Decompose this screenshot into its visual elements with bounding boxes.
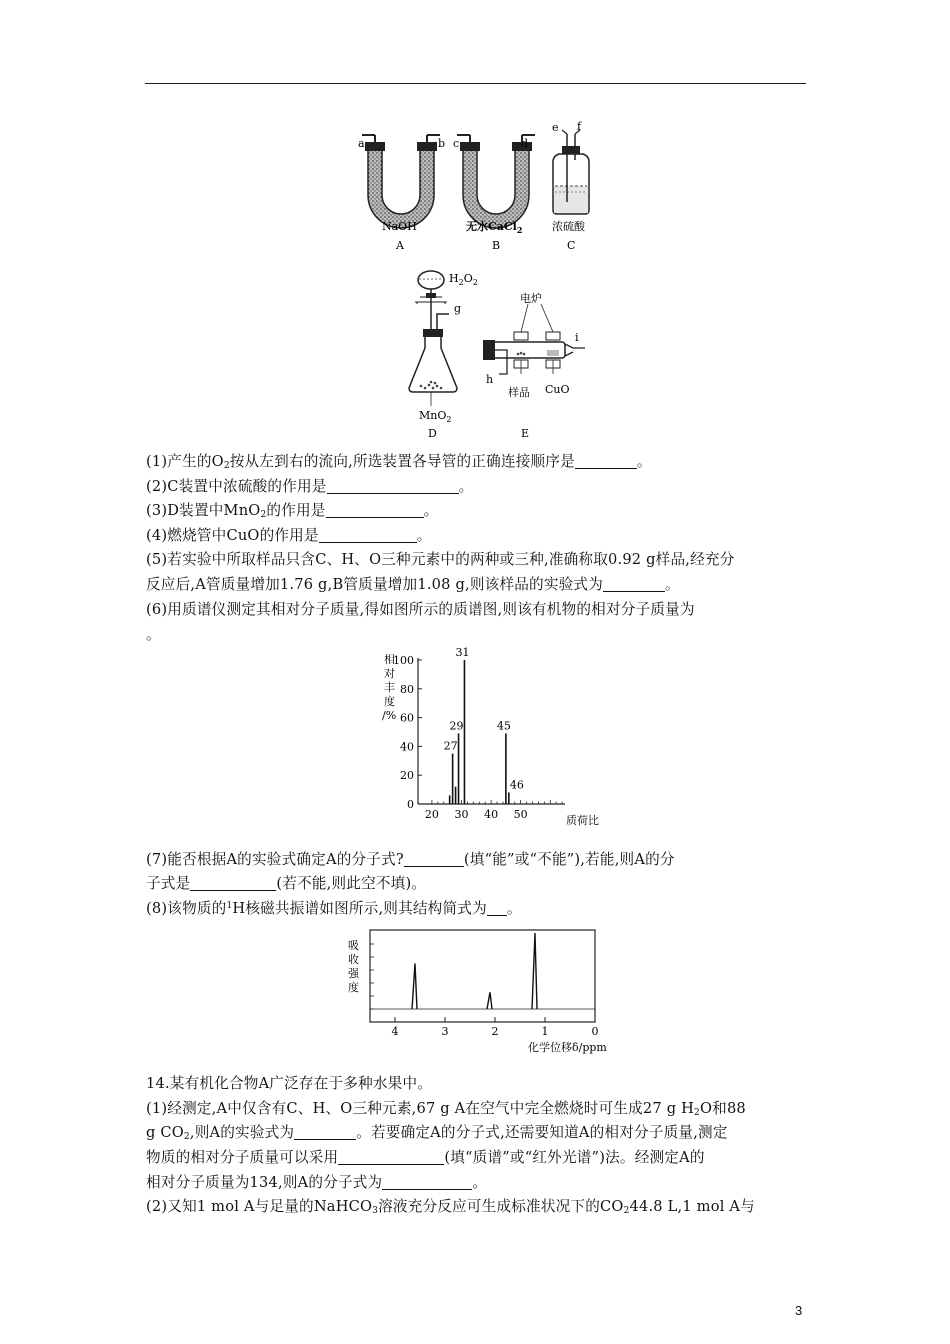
answer-blank-3[interactable]: [326, 502, 424, 518]
nmr-peak: [412, 963, 417, 1009]
ms-xtick-label: 40: [484, 808, 499, 821]
label-mno2: MnO$_2$: [419, 409, 452, 424]
tube-end-e: e: [552, 121, 559, 134]
question-6-line-2: 。: [146, 626, 161, 643]
answer-blank-2[interactable]: [327, 478, 459, 494]
label-furnace: 电炉: [520, 292, 542, 305]
answer-blank-1[interactable]: [575, 453, 637, 469]
nmr-ylabel-2: 收: [348, 953, 359, 966]
q14-part2-line-1: (2)又知1 mol A与足量的NaHCO$_3$溶液充分反应可生成标准状况下的$CO_244.8$ L,1 mol A与: [146, 1198, 755, 1216]
ms-xtick-label: 30: [454, 808, 469, 821]
question-6-line-1: (6)用质谱仪测定其相对分子质量,得如图所示的质谱图,则该有机物的相对分子质量为: [146, 601, 695, 618]
nmr-ylabel-1: 吸: [348, 939, 359, 952]
ms-ytick-label: 100: [393, 654, 414, 667]
answer-blank-14b[interactable]: [338, 1149, 444, 1165]
ms-ytick-label: 80: [400, 682, 414, 696]
nmr-peak: [532, 933, 537, 1009]
nmr-xtick-label: 0: [591, 1025, 599, 1038]
tube-end-g: g: [454, 302, 462, 315]
answer-blank-4[interactable]: [319, 527, 417, 543]
ms-ylabel-2: 对: [384, 667, 395, 680]
letter-c: C: [567, 239, 576, 252]
nmr-xtick-label: 2: [491, 1025, 499, 1038]
ms-ylabel-4: 度: [384, 695, 395, 708]
label-sample: 样品: [508, 386, 530, 399]
ms-ylabel-3: 丰: [384, 681, 395, 694]
question-3: (3)D装置中MnO$_2$的作用是 。: [146, 502, 439, 520]
question-7-line-2: 子式是 (若不能,则此空不填)。: [146, 875, 427, 892]
question-7-line-1: (7)能否根据A的实验式确定A的分子式? (填“能”或“不能”),若能,则A的分: [146, 851, 675, 868]
tube-end-h: h: [486, 373, 494, 386]
nmr-peak: [487, 992, 492, 1009]
ms-ytick-label: 60: [400, 711, 414, 725]
nmr-ylabel-4: 度: [348, 981, 359, 994]
question-2: (2)C装置中浓硫酸的作用是 。: [146, 478, 474, 495]
flask-d: [409, 271, 457, 406]
apparatus-figure-bottom: [395, 262, 595, 442]
tube-end-i: i: [575, 331, 579, 344]
nmr-xtick-label: 1: [541, 1025, 549, 1038]
tube-end-a: a: [358, 137, 365, 150]
u-tube-a: [362, 135, 440, 228]
ms-peak-label: 45: [496, 719, 511, 733]
combustion-tube-e: [483, 304, 585, 374]
answer-blank-8[interactable]: [487, 900, 507, 916]
question-8: (8)该物质的$^1$H核磁共振谱如图所示,则其结构简式为 。: [146, 900, 522, 917]
question-5-line-1: (5)若实验中所取样品只含C、H、O三种元素中的两种或三种,准确称取0.92 g样品,经充分: [146, 551, 735, 568]
tube-end-b: b: [438, 137, 446, 150]
ms-ylabel-1: 相: [384, 653, 395, 666]
nmr-xtick-label: 3: [441, 1025, 449, 1038]
tube-end-c: c: [453, 137, 460, 150]
answer-blank-14c[interactable]: [382, 1174, 472, 1190]
answer-blank-5[interactable]: [603, 576, 665, 592]
nmr-xlabel: 化学位移δ/ppm: [528, 1041, 607, 1054]
question-4: (4)燃烧管中CuO的作用是 。: [146, 527, 432, 544]
ms-peak-label: 31: [455, 646, 470, 659]
mass-spectrum-chart: [360, 640, 620, 830]
ms-xtick-label: 20: [424, 808, 439, 821]
answer-blank-14a[interactable]: [294, 1124, 356, 1140]
ms-ylabel-5: /%: [382, 709, 397, 722]
nmr-ylabel-3: 强: [348, 967, 359, 980]
label-naoh: NaOH: [382, 220, 417, 233]
question-1: (1)产生的$O_2$按从左到右的流向,所选装置各导管的正确连接顺序是 。: [146, 453, 652, 471]
letter-d: D: [428, 427, 437, 440]
tube-end-f: f: [577, 120, 582, 133]
letter-b: B: [492, 239, 501, 252]
nmr-frame: [370, 930, 595, 1022]
letter-e: E: [521, 427, 530, 440]
header-rule: [145, 83, 806, 84]
ms-xtick-label: 50: [513, 808, 528, 821]
ms-ytick-label: 40: [400, 740, 414, 754]
nmr-ylabel: [348, 939, 360, 994]
label-h2so4: 浓硫酸: [552, 220, 585, 233]
q14-title: 14.某有机化合物A广泛存在于多种水果中。: [146, 1075, 433, 1092]
tube-end-d: d: [521, 137, 529, 150]
answer-blank-7b[interactable]: [190, 875, 276, 891]
ms-xlabel: 质荷比: [566, 814, 599, 827]
answer-blank-7a[interactable]: [404, 851, 464, 867]
ms-peak-label: 46: [509, 778, 524, 792]
label-cuo: CuO: [545, 383, 570, 396]
q14-part1-line-2: g $CO_2$,则A的实验式为 。若要确定A的分子式,还需要知道A的相对分子质量,测定: [146, 1124, 728, 1142]
bottle-c: [553, 130, 589, 214]
ms-peak-label: 29: [449, 719, 464, 733]
question-5-line-2: 反应后,A管质量增加1.76 g,B管质量增加1.08 g,则该样品的实验式为 。: [146, 576, 680, 593]
label-h2o2: $H_2O_2$: [449, 272, 478, 287]
page-number: 3: [795, 1303, 803, 1318]
ms-ytick-label: 20: [400, 769, 414, 783]
nmr-xtick-label: 4: [391, 1025, 399, 1038]
apparatus-figure-top: [340, 120, 620, 260]
q14-part1-line-4: 相对分子质量为134,则A的分子式为 。: [146, 1174, 488, 1191]
nmr-chart: [340, 925, 610, 1060]
label-cacl2: 无水CaCl$_2$: [466, 220, 523, 235]
letter-a: A: [396, 239, 404, 252]
q14-part1-line-1: (1)经测定,A中仅含有C、H、O三种元素,67 g A在空气中完全燃烧时可生成27 g $H_2O$和88: [146, 1100, 746, 1118]
ms-ytick-label: 0: [407, 798, 414, 811]
ms-peak-label: 27: [443, 739, 458, 753]
q14-part1-line-3: 物质的相对分子质量可以采用 (填“质谱”或“红外光谱”)法。经测定A的: [146, 1149, 705, 1166]
